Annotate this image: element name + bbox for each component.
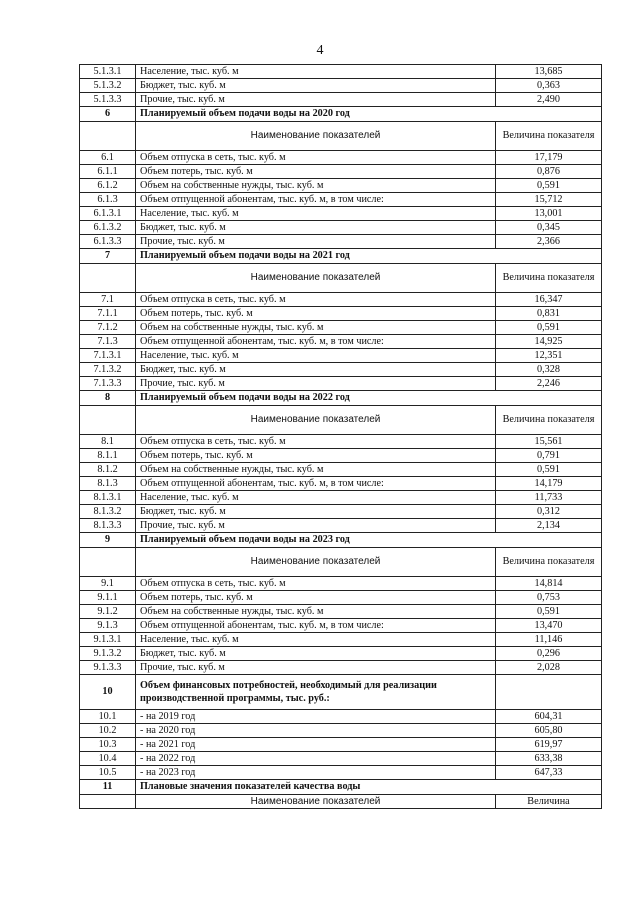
row-value: 0,296 <box>496 647 602 661</box>
section-title-row <box>80 675 602 710</box>
column-header-value: Величина <box>496 795 602 809</box>
row-name: Объем потерь, тыс. куб. м <box>136 449 496 463</box>
row-value: 0,753 <box>496 591 602 605</box>
row-number: 9.1.3 <box>80 619 136 633</box>
row-number: 8.1 <box>80 435 136 449</box>
section-number: 6 <box>80 107 136 122</box>
row-name: Население, тыс. куб. м <box>136 207 496 221</box>
row-name: Население, тыс. куб. м <box>136 65 496 79</box>
row-number: 10.2 <box>80 724 136 738</box>
row-value: 13,001 <box>496 207 602 221</box>
row-number: 6.1.3.1 <box>80 207 136 221</box>
header-empty-cell <box>80 264 136 293</box>
row-value: 0,591 <box>496 321 602 335</box>
table-row <box>80 463 602 477</box>
column-header-name: Наименование показателей <box>136 122 496 151</box>
row-value: 2,134 <box>496 519 602 533</box>
row-name: Объем на собственные нужды, тыс. куб. м <box>136 463 496 477</box>
row-name: Объем отпуска в сеть, тыс. куб. м <box>136 293 496 307</box>
row-number: 5.1.3.1 <box>80 65 136 79</box>
row-name: Население, тыс. куб. м <box>136 491 496 505</box>
table-row <box>80 766 602 780</box>
section-number: 7 <box>80 249 136 264</box>
column-header-row <box>80 795 602 809</box>
row-number: 8.1.3.2 <box>80 505 136 519</box>
row-number: 8.1.2 <box>80 463 136 477</box>
section-number: 8 <box>80 391 136 406</box>
row-number: 6.1.1 <box>80 165 136 179</box>
row-name: Объем отпущенной абонентам, тыс. куб. м, в том числе: <box>136 193 496 207</box>
table-row <box>80 93 602 107</box>
row-name: Объем потерь, тыс. куб. м <box>136 165 496 179</box>
row-number: 10.1 <box>80 710 136 724</box>
column-header-name: Наименование показателей <box>136 406 496 435</box>
table-row <box>80 577 602 591</box>
section-title: Планируемый объем подачи воды на 2020 год <box>136 107 602 122</box>
table-row <box>80 79 602 93</box>
row-name: Прочие, тыс. куб. м <box>136 519 496 533</box>
column-header-name: Наименование показателей <box>136 264 496 293</box>
row-name: - на 2021 год <box>136 738 496 752</box>
table-row <box>80 519 602 533</box>
table-row <box>80 477 602 491</box>
row-number: 6.1 <box>80 151 136 165</box>
section-empty-cell <box>496 675 602 710</box>
row-number: 10.4 <box>80 752 136 766</box>
row-value: 2,490 <box>496 93 602 107</box>
column-header-value: Величина показателя <box>496 548 602 577</box>
row-number: 7.1.3.3 <box>80 377 136 391</box>
section-number: 9 <box>80 533 136 548</box>
table-row <box>80 307 602 321</box>
row-number: 6.1.3 <box>80 193 136 207</box>
table-row <box>80 752 602 766</box>
row-name: Объем отпуска в сеть, тыс. куб. м <box>136 577 496 591</box>
table-row <box>80 363 602 377</box>
row-value: 16,347 <box>496 293 602 307</box>
table-row <box>80 335 602 349</box>
table-row <box>80 235 602 249</box>
row-number: 9.1.2 <box>80 605 136 619</box>
column-header-row <box>80 122 602 151</box>
row-number: 7.1.3.1 <box>80 349 136 363</box>
row-name: - на 2023 год <box>136 766 496 780</box>
row-name: Объем на собственные нужды, тыс. куб. м <box>136 179 496 193</box>
table-row <box>80 491 602 505</box>
row-value: 13,470 <box>496 619 602 633</box>
row-number: 10.5 <box>80 766 136 780</box>
row-value: 12,351 <box>496 349 602 363</box>
row-value: 0,591 <box>496 605 602 619</box>
row-number: 10.3 <box>80 738 136 752</box>
row-number: 8.1.3.1 <box>80 491 136 505</box>
header-empty-cell <box>80 406 136 435</box>
table-row <box>80 193 602 207</box>
row-name: Бюджет, тыс. куб. м <box>136 79 496 93</box>
row-number: 5.1.3.3 <box>80 93 136 107</box>
row-name: - на 2022 год <box>136 752 496 766</box>
column-header-value: Величина показателя <box>496 264 602 293</box>
row-number: 9.1 <box>80 577 136 591</box>
row-value: 11,146 <box>496 633 602 647</box>
section-title-row <box>80 391 602 406</box>
table-row <box>80 591 602 605</box>
table-row <box>80 738 602 752</box>
table-row <box>80 293 602 307</box>
row-value: 2,246 <box>496 377 602 391</box>
row-name: - на 2020 год <box>136 724 496 738</box>
header-empty-cell <box>80 548 136 577</box>
row-name: Прочие, тыс. куб. м <box>136 377 496 391</box>
section-title-row <box>80 249 602 264</box>
row-name: Объем отпущенной абонентам, тыс. куб. м, в том числе: <box>136 335 496 349</box>
row-name: Бюджет, тыс. куб. м <box>136 647 496 661</box>
row-number: 8.1.3 <box>80 477 136 491</box>
table-row <box>80 435 602 449</box>
row-value: 633,38 <box>496 752 602 766</box>
row-name: Прочие, тыс. куб. м <box>136 661 496 675</box>
section-title: Планируемый объем подачи воды на 2021 год <box>136 249 602 264</box>
row-value: 604,31 <box>496 710 602 724</box>
column-header-name: Наименование показателей <box>136 548 496 577</box>
row-number: 9.1.3.2 <box>80 647 136 661</box>
row-number: 7.1.1 <box>80 307 136 321</box>
row-name: Объем отпуска в сеть, тыс. куб. м <box>136 151 496 165</box>
table-row <box>80 633 602 647</box>
row-value: 0,791 <box>496 449 602 463</box>
row-value: 11,733 <box>496 491 602 505</box>
page-number: 4 <box>316 43 324 58</box>
row-value: 13,685 <box>496 65 602 79</box>
table-row <box>80 221 602 235</box>
table-row <box>80 647 602 661</box>
row-value: 14,925 <box>496 335 602 349</box>
row-name: Население, тыс. куб. м <box>136 349 496 363</box>
row-value: 2,366 <box>496 235 602 249</box>
section-title: Плановые значения показателей качества воды <box>136 780 602 795</box>
table-row <box>80 349 602 363</box>
row-number: 7.1.3.2 <box>80 363 136 377</box>
row-name: Бюджет, тыс. куб. м <box>136 505 496 519</box>
row-name: Объем на собственные нужды, тыс. куб. м <box>136 321 496 335</box>
row-number: 7.1.2 <box>80 321 136 335</box>
table-row <box>80 165 602 179</box>
row-name: Бюджет, тыс. куб. м <box>136 363 496 377</box>
column-header-value: Величина показателя <box>496 122 602 151</box>
section-title-row <box>80 533 602 548</box>
table-row <box>80 605 602 619</box>
row-value: 15,561 <box>496 435 602 449</box>
row-value: 0,831 <box>496 307 602 321</box>
row-name: Объем потерь, тыс. куб. м <box>136 591 496 605</box>
header-empty-cell <box>80 122 136 151</box>
row-value: 15,712 <box>496 193 602 207</box>
column-header-name: Наименование показателей <box>136 795 496 809</box>
table-row <box>80 207 602 221</box>
row-name: Объем отпущенной абонентам, тыс. куб. м, в том числе: <box>136 477 496 491</box>
row-value: 14,179 <box>496 477 602 491</box>
row-value: 14,814 <box>496 577 602 591</box>
table-row <box>80 151 602 165</box>
row-number: 6.1.3.2 <box>80 221 136 235</box>
row-name: Объем потерь, тыс. куб. м <box>136 307 496 321</box>
row-name: Бюджет, тыс. куб. м <box>136 221 496 235</box>
row-number: 6.1.2 <box>80 179 136 193</box>
section-title: Объем финансовых потребностей, необходимый для реализации производственной программы, тыс. руб.: <box>136 675 496 710</box>
row-number: 7.1.3 <box>80 335 136 349</box>
row-name: Население, тыс. куб. м <box>136 633 496 647</box>
row-value: 605,80 <box>496 724 602 738</box>
row-number: 8.1.1 <box>80 449 136 463</box>
table-row <box>80 619 602 633</box>
column-header-row <box>80 406 602 435</box>
row-number: 5.1.3.2 <box>80 79 136 93</box>
header-empty-cell <box>80 795 136 809</box>
table-row <box>80 661 602 675</box>
table-row <box>80 505 602 519</box>
table-row <box>80 377 602 391</box>
section-number: 10 <box>80 675 136 710</box>
row-number: 8.1.3.3 <box>80 519 136 533</box>
row-value: 647,33 <box>496 766 602 780</box>
row-value: 0,363 <box>496 79 602 93</box>
row-name: Объем отпуска в сеть, тыс. куб. м <box>136 435 496 449</box>
row-number: 9.1.3.3 <box>80 661 136 675</box>
row-number: 9.1.3.1 <box>80 633 136 647</box>
row-value: 17,179 <box>496 151 602 165</box>
row-value: 0,591 <box>496 179 602 193</box>
row-name: Прочие, тыс. куб. м <box>136 93 496 107</box>
table-row <box>80 724 602 738</box>
row-value: 0,591 <box>496 463 602 477</box>
table-row <box>80 710 602 724</box>
section-title-row <box>80 107 602 122</box>
table-row <box>80 321 602 335</box>
row-value: 619,97 <box>496 738 602 752</box>
row-name: Объем на собственные нужды, тыс. куб. м <box>136 605 496 619</box>
section-number: 11 <box>80 780 136 795</box>
row-name: Прочие, тыс. куб. м <box>136 235 496 249</box>
section-title: Планируемый объем подачи воды на 2023 год <box>136 533 602 548</box>
section-title-row <box>80 780 602 795</box>
table-row <box>80 449 602 463</box>
row-value: 0,876 <box>496 165 602 179</box>
row-number: 7.1 <box>80 293 136 307</box>
row-number: 6.1.3.3 <box>80 235 136 249</box>
table-row <box>80 179 602 193</box>
row-name: Объем отпущенной абонентам, тыс. куб. м, в том числе: <box>136 619 496 633</box>
program-table <box>79 64 602 809</box>
row-name: - на 2019 год <box>136 710 496 724</box>
section-title: Планируемый объем подачи воды на 2022 год <box>136 391 602 406</box>
row-value: 0,345 <box>496 221 602 235</box>
column-header-row <box>80 264 602 293</box>
table-row <box>80 65 602 79</box>
row-value: 2,028 <box>496 661 602 675</box>
row-value: 0,312 <box>496 505 602 519</box>
column-header-value: Величина показателя <box>496 406 602 435</box>
column-header-row <box>80 548 602 577</box>
row-value: 0,328 <box>496 363 602 377</box>
row-number: 9.1.1 <box>80 591 136 605</box>
